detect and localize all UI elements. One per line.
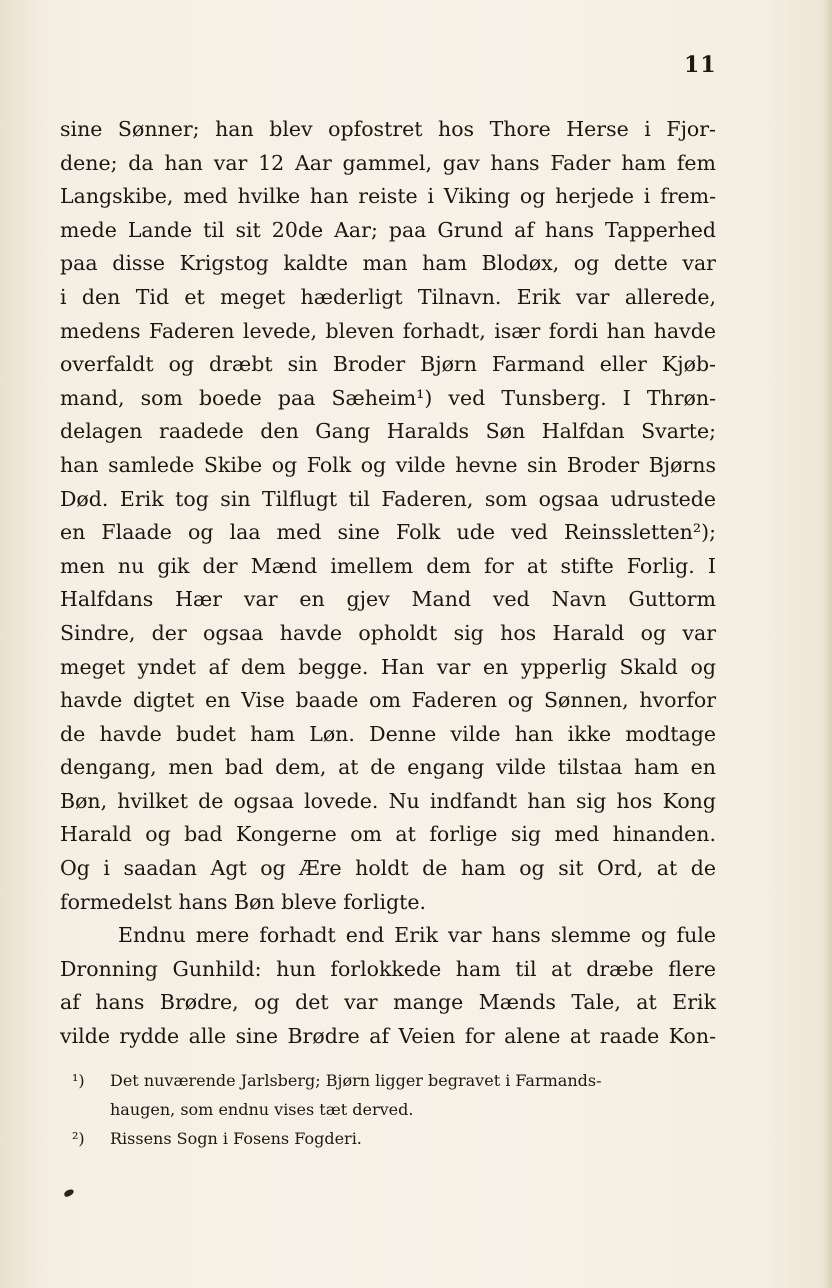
text-line: Endnu mere forhadt end Erik var hans slemme og fule (118, 923, 716, 948)
footnote (72, 1124, 722, 1153)
text-line: en Flaade og laa med sine Folk ude ved Reinssletten²); (60, 520, 716, 545)
page-edge (822, 0, 832, 1288)
text-line: Sindre, der ogsaa havde opholdt sig hos Harald og var (60, 620, 716, 645)
text-line: af hans Brødre, og det var mange Mænds Tale, at Erik (60, 990, 716, 1015)
footnote-text: Det nuværende Jarlsberg; Bjørn ligger begravet i Farmands- (110, 1071, 602, 1090)
footnote-text: haugen, som endnu vises tæt derved. (110, 1100, 414, 1119)
text-line: Harald og bad Kongerne om at forlige sig med hinanden. (60, 822, 716, 847)
text-line: overfaldt og dræbt sin Broder Bjørn Farmand eller Kjøb- (60, 352, 716, 377)
text-line: sine Sønner; han blev opfostret hos Thore Herse i Fjor- (60, 117, 716, 141)
text-line: dengang, men bad dem, at de engang vilde tilstaa ham en (60, 755, 716, 780)
text-line: Halfdans Hær var en gjev Mand ved Navn Guttorm (60, 587, 716, 612)
ink-speck (63, 1188, 74, 1197)
footnote-mark: ²) (72, 1129, 85, 1148)
text-line: de havde budet ham Løn. Denne vilde han ikke modtage (60, 721, 716, 746)
text-line: formedelst hans Bøn bleve forligte. (60, 889, 427, 914)
text-line: delagen raadede den Gang Haralds Søn Halfdan Svarte; (60, 419, 716, 444)
text-line: paa disse Krigstog kaldte man ham Blodøx, og dette var (60, 251, 716, 276)
text-line: Bøn, hvilket de ogsaa lovede. Nu indfandt han sig hos Kong (60, 788, 716, 813)
footnote-mark: ¹) (72, 1071, 85, 1090)
footnote (72, 1066, 722, 1095)
footnotes (72, 1066, 722, 1153)
text-line: vilde rydde alle sine Brødre af Veien for alene at raade Kon- (60, 1024, 716, 1049)
text-line: havde digtet en Vise baade om Faderen og Sønnen, hvorfor (60, 688, 716, 713)
text-line: medens Faderen levede, bleven forhadt, især fordi han havde (60, 318, 716, 343)
text-line: men nu gik der Mænd imellem dem for at stifte Forlig. I (60, 553, 716, 578)
text-line: Dronning Gunhild: hun forlokkede ham til at dræbe flere (60, 956, 716, 981)
footnote-text: Rissens Sogn i Fosens Fogderi. (110, 1129, 362, 1148)
body-text (60, 113, 716, 1054)
text-line: meget yndet af dem begge. Han var en ypperlig Skald og (60, 654, 716, 679)
footnote-continuation (72, 1095, 722, 1124)
text-line: mand, som boede paa Sæheim¹) ved Tunsberg. I Thrøn- (60, 385, 716, 410)
text-line: mede Lande til sit 20de Aar; paa Grund af hans Tapperhed (60, 217, 716, 242)
text-line: han samlede Skibe og Folk og vilde hevne sin Broder Bjørns (60, 452, 716, 477)
text-line: Død. Erik tog sin Tilflugt til Faderen, som ogsaa udrustede (60, 486, 716, 511)
page-number: 11 (684, 52, 717, 78)
text-line: Langskibe, med hvilke han reiste i Viking og herjede i frem- (60, 184, 716, 209)
text-line: Og i saadan Agt og Ære holdt de ham og sit Ord, at de (60, 856, 716, 881)
text-line: i den Tid et meget hæderligt Tilnavn. Erik var allerede, (60, 284, 716, 309)
text-line: dene; da han var 12 Aar gammel, gav hans Fader ham fem (60, 150, 716, 175)
